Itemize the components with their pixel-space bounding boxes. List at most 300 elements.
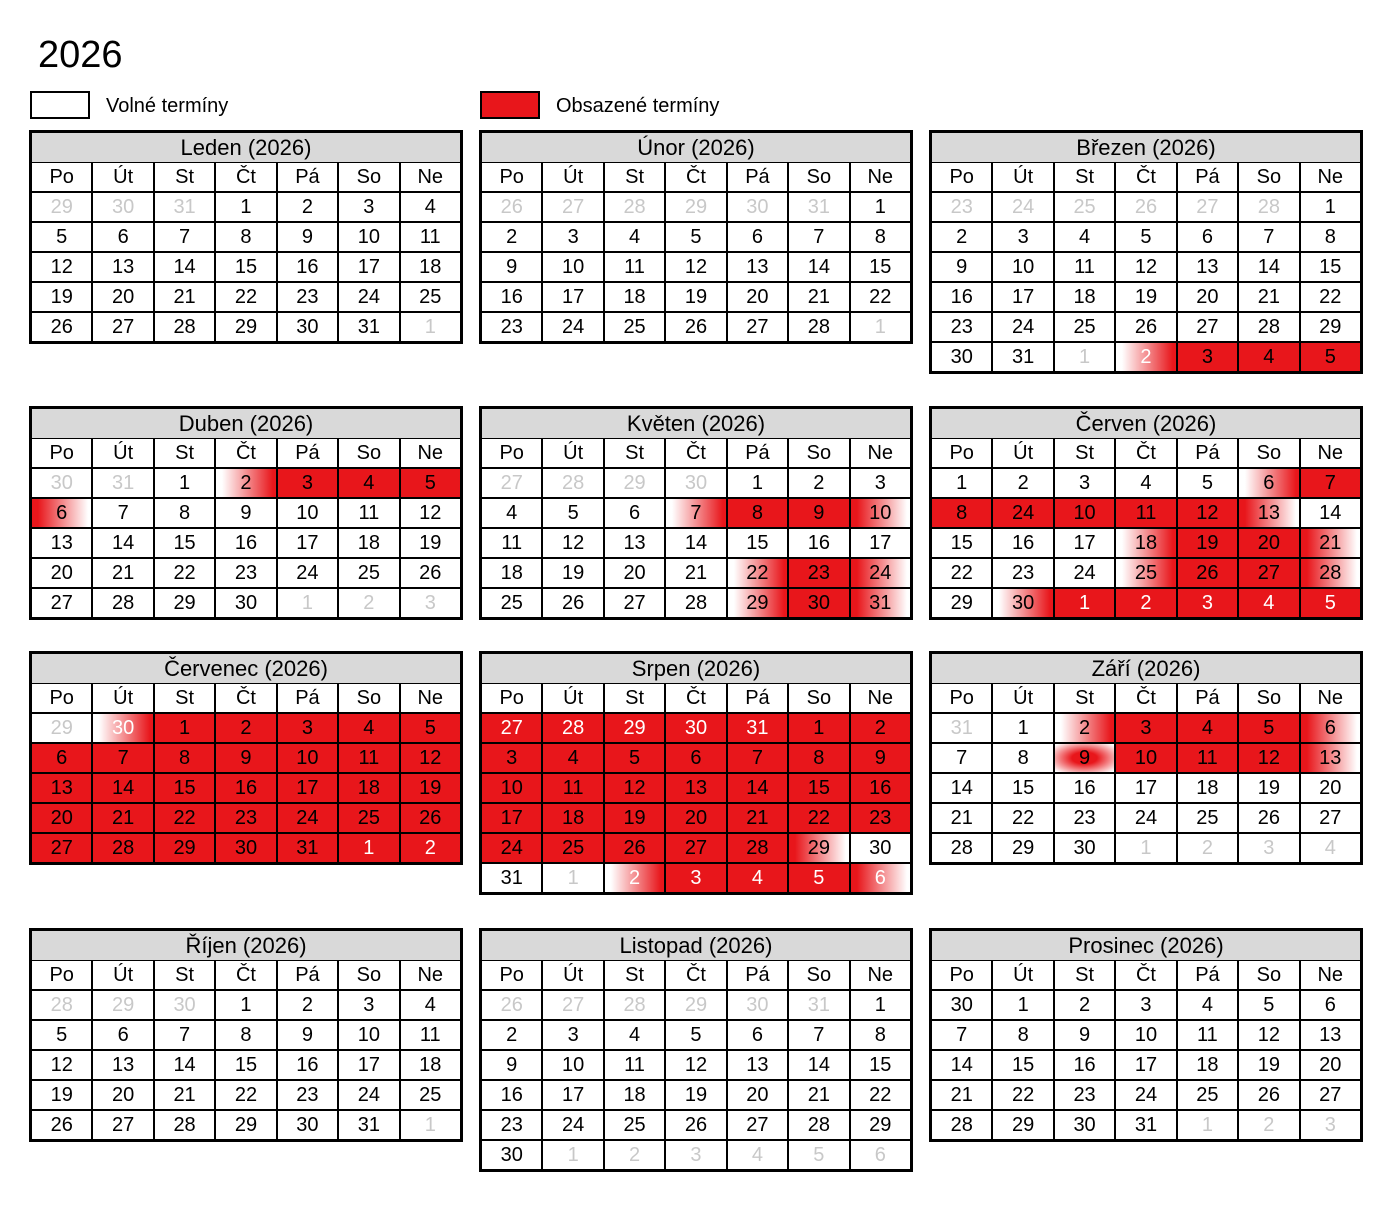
day-cell[interactable]: 17	[339, 1051, 398, 1079]
day-cell[interactable]: 29	[155, 834, 214, 862]
day-cell[interactable]: 29	[605, 714, 664, 742]
day-cell[interactable]: 26	[32, 313, 91, 341]
day-cell[interactable]: 5	[1116, 223, 1175, 251]
day-cell[interactable]: 16	[216, 774, 275, 802]
day-cell[interactable]: 23	[789, 559, 848, 587]
day-cell[interactable]: 31	[1116, 1111, 1175, 1139]
day-cell[interactable]: 30	[93, 193, 152, 221]
day-cell[interactable]: 23	[216, 559, 275, 587]
day-cell[interactable]: 27	[93, 1111, 152, 1139]
day-cell[interactable]: 15	[851, 253, 910, 281]
day-cell[interactable]: 11	[1055, 253, 1114, 281]
day-cell[interactable]: 8	[932, 499, 991, 527]
day-cell[interactable]: 5	[1239, 991, 1298, 1019]
day-cell[interactable]: 2	[1055, 991, 1114, 1019]
day-cell[interactable]: 25	[605, 1111, 664, 1139]
day-cell[interactable]: 3	[543, 223, 602, 251]
day-cell[interactable]: 24	[1116, 804, 1175, 832]
day-cell[interactable]: 28	[605, 991, 664, 1019]
day-cell[interactable]: 27	[1301, 804, 1360, 832]
day-cell[interactable]: 2	[216, 714, 275, 742]
day-cell[interactable]: 5	[666, 223, 725, 251]
day-cell[interactable]: 17	[543, 1081, 602, 1109]
day-cell[interactable]: 8	[993, 1021, 1052, 1049]
day-cell[interactable]: 1	[1178, 1111, 1237, 1139]
day-cell[interactable]: 7	[1239, 223, 1298, 251]
day-cell[interactable]: 30	[216, 589, 275, 617]
day-cell[interactable]: 14	[932, 1051, 991, 1079]
day-cell[interactable]: 29	[1301, 313, 1360, 341]
day-cell[interactable]: 1	[851, 193, 910, 221]
day-cell[interactable]: 14	[155, 253, 214, 281]
day-cell[interactable]: 27	[543, 193, 602, 221]
day-cell[interactable]: 27	[1239, 559, 1298, 587]
day-cell[interactable]: 10	[543, 1051, 602, 1079]
day-cell[interactable]: 16	[789, 529, 848, 557]
day-cell[interactable]: 9	[216, 744, 275, 772]
day-cell[interactable]: 13	[1239, 499, 1298, 527]
day-cell[interactable]: 28	[932, 834, 991, 862]
day-cell[interactable]: 21	[789, 1081, 848, 1109]
day-cell[interactable]: 16	[851, 774, 910, 802]
day-cell[interactable]: 30	[728, 991, 787, 1019]
day-cell[interactable]: 31	[932, 714, 991, 742]
day-cell[interactable]: 18	[401, 253, 460, 281]
day-cell[interactable]: 25	[401, 283, 460, 311]
day-cell[interactable]: 26	[482, 991, 541, 1019]
day-cell[interactable]: 14	[932, 774, 991, 802]
day-cell[interactable]: 17	[482, 804, 541, 832]
day-cell[interactable]: 26	[401, 559, 460, 587]
day-cell[interactable]: 4	[339, 714, 398, 742]
day-cell[interactable]: 27	[1178, 193, 1237, 221]
day-cell[interactable]: 1	[401, 1111, 460, 1139]
day-cell[interactable]: 23	[482, 313, 541, 341]
day-cell[interactable]: 14	[93, 774, 152, 802]
day-cell[interactable]: 22	[216, 1081, 275, 1109]
day-cell[interactable]: 4	[482, 499, 541, 527]
day-cell[interactable]: 17	[543, 283, 602, 311]
day-cell[interactable]: 1	[543, 1141, 602, 1169]
day-cell[interactable]: 7	[728, 744, 787, 772]
day-cell[interactable]: 15	[216, 1051, 275, 1079]
day-cell[interactable]: 3	[1301, 1111, 1360, 1139]
day-cell[interactable]: 11	[605, 1051, 664, 1079]
day-cell[interactable]: 16	[216, 529, 275, 557]
day-cell[interactable]: 25	[1178, 804, 1237, 832]
day-cell[interactable]: 22	[155, 804, 214, 832]
day-cell[interactable]: 29	[32, 714, 91, 742]
day-cell[interactable]: 2	[1116, 343, 1175, 371]
day-cell[interactable]: 5	[32, 223, 91, 251]
day-cell[interactable]: 4	[1055, 223, 1114, 251]
day-cell[interactable]: 29	[932, 589, 991, 617]
day-cell[interactable]: 15	[851, 1051, 910, 1079]
day-cell[interactable]: 8	[1301, 223, 1360, 251]
day-cell[interactable]: 10	[1055, 499, 1114, 527]
day-cell[interactable]: 11	[605, 253, 664, 281]
day-cell[interactable]: 24	[339, 1081, 398, 1109]
day-cell[interactable]: 28	[1301, 559, 1360, 587]
day-cell[interactable]: 2	[605, 1141, 664, 1169]
day-cell[interactable]: 26	[1116, 313, 1175, 341]
day-cell[interactable]: 30	[1055, 1111, 1114, 1139]
day-cell[interactable]: 2	[482, 1021, 541, 1049]
day-cell[interactable]: 23	[993, 559, 1052, 587]
day-cell[interactable]: 3	[1178, 343, 1237, 371]
day-cell[interactable]: 7	[1301, 469, 1360, 497]
day-cell[interactable]: 13	[728, 253, 787, 281]
day-cell[interactable]: 1	[543, 864, 602, 892]
day-cell[interactable]: 30	[789, 589, 848, 617]
day-cell[interactable]: 19	[605, 804, 664, 832]
day-cell[interactable]: 17	[339, 253, 398, 281]
day-cell[interactable]: 9	[216, 499, 275, 527]
day-cell[interactable]: 26	[543, 589, 602, 617]
day-cell[interactable]: 22	[993, 1081, 1052, 1109]
day-cell[interactable]: 20	[93, 1081, 152, 1109]
day-cell[interactable]: 16	[482, 283, 541, 311]
day-cell[interactable]: 28	[1239, 193, 1298, 221]
day-cell[interactable]: 28	[93, 834, 152, 862]
day-cell[interactable]: 15	[216, 253, 275, 281]
day-cell[interactable]: 24	[1055, 559, 1114, 587]
day-cell[interactable]: 5	[1301, 343, 1360, 371]
day-cell[interactable]: 4	[605, 223, 664, 251]
day-cell[interactable]: 15	[728, 529, 787, 557]
day-cell[interactable]: 4	[605, 1021, 664, 1049]
day-cell[interactable]: 24	[543, 313, 602, 341]
day-cell[interactable]: 24	[993, 499, 1052, 527]
day-cell[interactable]: 31	[155, 193, 214, 221]
day-cell[interactable]: 2	[1116, 589, 1175, 617]
day-cell[interactable]: 22	[789, 804, 848, 832]
day-cell[interactable]: 10	[1116, 744, 1175, 772]
day-cell[interactable]: 7	[666, 499, 725, 527]
day-cell[interactable]: 23	[278, 283, 337, 311]
day-cell[interactable]: 5	[401, 714, 460, 742]
day-cell[interactable]: 1	[1301, 193, 1360, 221]
day-cell[interactable]: 1	[155, 714, 214, 742]
day-cell[interactable]: 8	[993, 744, 1052, 772]
day-cell[interactable]: 19	[32, 283, 91, 311]
day-cell[interactable]: 18	[1055, 283, 1114, 311]
day-cell[interactable]: 22	[851, 1081, 910, 1109]
day-cell[interactable]: 17	[278, 774, 337, 802]
day-cell[interactable]: 24	[993, 193, 1052, 221]
day-cell[interactable]: 20	[728, 283, 787, 311]
day-cell[interactable]: 22	[993, 804, 1052, 832]
day-cell[interactable]: 19	[401, 774, 460, 802]
day-cell[interactable]: 3	[339, 193, 398, 221]
day-cell[interactable]: 9	[1055, 1021, 1114, 1049]
day-cell[interactable]: 12	[1116, 253, 1175, 281]
day-cell[interactable]: 15	[1301, 253, 1360, 281]
day-cell[interactable]: 7	[932, 1021, 991, 1049]
day-cell[interactable]: 23	[216, 804, 275, 832]
day-cell[interactable]: 31	[789, 991, 848, 1019]
day-cell[interactable]: 3	[1239, 834, 1298, 862]
day-cell[interactable]: 6	[1301, 714, 1360, 742]
day-cell[interactable]: 1	[728, 469, 787, 497]
day-cell[interactable]: 2	[1239, 1111, 1298, 1139]
day-cell[interactable]: 18	[401, 1051, 460, 1079]
day-cell[interactable]: 20	[32, 804, 91, 832]
day-cell[interactable]: 10	[339, 223, 398, 251]
day-cell[interactable]: 29	[851, 1111, 910, 1139]
day-cell[interactable]: 25	[543, 834, 602, 862]
day-cell[interactable]: 18	[1178, 1051, 1237, 1079]
day-cell[interactable]: 13	[728, 1051, 787, 1079]
day-cell[interactable]: 24	[543, 1111, 602, 1139]
day-cell[interactable]: 19	[666, 1081, 725, 1109]
day-cell[interactable]: 27	[32, 589, 91, 617]
day-cell[interactable]: 10	[851, 499, 910, 527]
day-cell[interactable]: 27	[728, 1111, 787, 1139]
day-cell[interactable]: 31	[728, 714, 787, 742]
day-cell[interactable]: 30	[278, 1111, 337, 1139]
day-cell[interactable]: 31	[93, 469, 152, 497]
day-cell[interactable]: 5	[605, 744, 664, 772]
day-cell[interactable]: 4	[728, 864, 787, 892]
day-cell[interactable]: 22	[216, 283, 275, 311]
day-cell[interactable]: 29	[216, 313, 275, 341]
day-cell[interactable]: 18	[339, 774, 398, 802]
day-cell[interactable]: 30	[728, 193, 787, 221]
day-cell[interactable]: 8	[851, 223, 910, 251]
day-cell[interactable]: 4	[339, 469, 398, 497]
day-cell[interactable]: 27	[32, 834, 91, 862]
day-cell[interactable]: 30	[482, 1141, 541, 1169]
day-cell[interactable]: 29	[728, 589, 787, 617]
day-cell[interactable]: 29	[993, 1111, 1052, 1139]
day-cell[interactable]: 26	[666, 313, 725, 341]
day-cell[interactable]: 13	[1178, 253, 1237, 281]
day-cell[interactable]: 12	[1178, 499, 1237, 527]
day-cell[interactable]: 3	[666, 864, 725, 892]
day-cell[interactable]: 25	[482, 589, 541, 617]
day-cell[interactable]: 4	[543, 744, 602, 772]
day-cell[interactable]: 4	[1178, 991, 1237, 1019]
day-cell[interactable]: 5	[543, 499, 602, 527]
day-cell[interactable]: 5	[1239, 714, 1298, 742]
day-cell[interactable]: 1	[993, 991, 1052, 1019]
day-cell[interactable]: 22	[155, 559, 214, 587]
day-cell[interactable]: 19	[543, 559, 602, 587]
day-cell[interactable]: 21	[666, 559, 725, 587]
day-cell[interactable]: 31	[278, 834, 337, 862]
day-cell[interactable]: 21	[155, 283, 214, 311]
day-cell[interactable]: 9	[932, 253, 991, 281]
day-cell[interactable]: 10	[543, 253, 602, 281]
day-cell[interactable]: 26	[482, 193, 541, 221]
day-cell[interactable]: 18	[482, 559, 541, 587]
day-cell[interactable]: 13	[605, 529, 664, 557]
day-cell[interactable]: 6	[605, 499, 664, 527]
day-cell[interactable]: 1	[278, 589, 337, 617]
day-cell[interactable]: 6	[666, 744, 725, 772]
day-cell[interactable]: 9	[278, 223, 337, 251]
day-cell[interactable]: 9	[482, 253, 541, 281]
day-cell[interactable]: 26	[1116, 193, 1175, 221]
day-cell[interactable]: 26	[605, 834, 664, 862]
day-cell[interactable]: 15	[155, 529, 214, 557]
day-cell[interactable]: 26	[666, 1111, 725, 1139]
day-cell[interactable]: 7	[93, 499, 152, 527]
day-cell[interactable]: 29	[32, 193, 91, 221]
day-cell[interactable]: 19	[666, 283, 725, 311]
day-cell[interactable]: 19	[1116, 283, 1175, 311]
day-cell[interactable]: 8	[216, 1021, 275, 1049]
day-cell[interactable]: 7	[93, 744, 152, 772]
day-cell[interactable]: 5	[1301, 589, 1360, 617]
day-cell[interactable]: 3	[1178, 589, 1237, 617]
day-cell[interactable]: 28	[728, 834, 787, 862]
day-cell[interactable]: 13	[1301, 744, 1360, 772]
day-cell[interactable]: 9	[1055, 744, 1114, 772]
day-cell[interactable]: 21	[93, 559, 152, 587]
day-cell[interactable]: 11	[1116, 499, 1175, 527]
day-cell[interactable]: 28	[666, 589, 725, 617]
day-cell[interactable]: 21	[155, 1081, 214, 1109]
day-cell[interactable]: 28	[32, 991, 91, 1019]
day-cell[interactable]: 11	[339, 499, 398, 527]
day-cell[interactable]: 22	[1301, 283, 1360, 311]
day-cell[interactable]: 27	[728, 313, 787, 341]
day-cell[interactable]: 25	[401, 1081, 460, 1109]
day-cell[interactable]: 30	[666, 469, 725, 497]
day-cell[interactable]: 10	[993, 253, 1052, 281]
day-cell[interactable]: 16	[993, 529, 1052, 557]
day-cell[interactable]: 26	[401, 804, 460, 832]
day-cell[interactable]: 2	[278, 193, 337, 221]
day-cell[interactable]: 23	[1055, 1081, 1114, 1109]
day-cell[interactable]: 3	[339, 991, 398, 1019]
day-cell[interactable]: 3	[543, 1021, 602, 1049]
day-cell[interactable]: 6	[32, 744, 91, 772]
day-cell[interactable]: 27	[93, 313, 152, 341]
day-cell[interactable]: 6	[32, 499, 91, 527]
day-cell[interactable]: 30	[216, 834, 275, 862]
day-cell[interactable]: 6	[851, 864, 910, 892]
day-cell[interactable]: 1	[339, 834, 398, 862]
day-cell[interactable]: 10	[482, 774, 541, 802]
day-cell[interactable]: 13	[32, 529, 91, 557]
day-cell[interactable]: 16	[1055, 774, 1114, 802]
day-cell[interactable]: 28	[1239, 313, 1298, 341]
day-cell[interactable]: 6	[1178, 223, 1237, 251]
day-cell[interactable]: 6	[1301, 991, 1360, 1019]
day-cell[interactable]: 8	[216, 223, 275, 251]
day-cell[interactable]: 1	[1116, 834, 1175, 862]
day-cell[interactable]: 3	[482, 744, 541, 772]
day-cell[interactable]: 12	[401, 499, 460, 527]
day-cell[interactable]: 3	[278, 469, 337, 497]
day-cell[interactable]: 26	[32, 1111, 91, 1139]
day-cell[interactable]: 25	[1178, 1081, 1237, 1109]
day-cell[interactable]: 11	[482, 529, 541, 557]
day-cell[interactable]: 9	[789, 499, 848, 527]
day-cell[interactable]: 16	[278, 253, 337, 281]
day-cell[interactable]: 20	[32, 559, 91, 587]
day-cell[interactable]: 19	[32, 1081, 91, 1109]
day-cell[interactable]: 27	[1178, 313, 1237, 341]
day-cell[interactable]: 25	[339, 804, 398, 832]
day-cell[interactable]: 3	[666, 1141, 725, 1169]
day-cell[interactable]: 3	[278, 714, 337, 742]
day-cell[interactable]: 27	[482, 469, 541, 497]
day-cell[interactable]: 31	[851, 589, 910, 617]
day-cell[interactable]: 31	[339, 1111, 398, 1139]
day-cell[interactable]: 2	[278, 991, 337, 1019]
day-cell[interactable]: 30	[32, 469, 91, 497]
day-cell[interactable]: 24	[482, 834, 541, 862]
day-cell[interactable]: 11	[1178, 1021, 1237, 1049]
day-cell[interactable]: 23	[278, 1081, 337, 1109]
day-cell[interactable]: 30	[932, 343, 991, 371]
day-cell[interactable]: 20	[1301, 774, 1360, 802]
day-cell[interactable]: 31	[993, 343, 1052, 371]
day-cell[interactable]: 19	[1239, 1051, 1298, 1079]
day-cell[interactable]: 11	[1178, 744, 1237, 772]
day-cell[interactable]: 20	[666, 804, 725, 832]
day-cell[interactable]: 18	[605, 283, 664, 311]
day-cell[interactable]: 22	[932, 559, 991, 587]
day-cell[interactable]: 26	[1239, 804, 1298, 832]
day-cell[interactable]: 29	[666, 193, 725, 221]
day-cell[interactable]: 25	[1055, 193, 1114, 221]
day-cell[interactable]: 14	[155, 1051, 214, 1079]
day-cell[interactable]: 17	[278, 529, 337, 557]
day-cell[interactable]: 3	[1055, 469, 1114, 497]
day-cell[interactable]: 13	[666, 774, 725, 802]
day-cell[interactable]: 28	[932, 1111, 991, 1139]
day-cell[interactable]: 24	[278, 559, 337, 587]
day-cell[interactable]: 26	[1239, 1081, 1298, 1109]
day-cell[interactable]: 20	[93, 283, 152, 311]
day-cell[interactable]: 23	[851, 804, 910, 832]
day-cell[interactable]: 1	[851, 313, 910, 341]
day-cell[interactable]: 23	[482, 1111, 541, 1139]
day-cell[interactable]: 31	[339, 313, 398, 341]
day-cell[interactable]: 27	[482, 714, 541, 742]
day-cell[interactable]: 7	[789, 1021, 848, 1049]
day-cell[interactable]: 24	[851, 559, 910, 587]
day-cell[interactable]: 1	[789, 714, 848, 742]
day-cell[interactable]: 13	[32, 774, 91, 802]
day-cell[interactable]: 16	[278, 1051, 337, 1079]
day-cell[interactable]: 30	[155, 991, 214, 1019]
day-cell[interactable]: 28	[789, 1111, 848, 1139]
day-cell[interactable]: 8	[155, 744, 214, 772]
day-cell[interactable]: 14	[666, 529, 725, 557]
day-cell[interactable]: 13	[93, 253, 152, 281]
day-cell[interactable]: 9	[278, 1021, 337, 1049]
day-cell[interactable]: 2	[1178, 834, 1237, 862]
day-cell[interactable]: 25	[1116, 559, 1175, 587]
day-cell[interactable]: 2	[482, 223, 541, 251]
day-cell[interactable]: 31	[482, 864, 541, 892]
day-cell[interactable]: 2	[605, 864, 664, 892]
day-cell[interactable]: 5	[666, 1021, 725, 1049]
day-cell[interactable]: 13	[1301, 1021, 1360, 1049]
day-cell[interactable]: 14	[728, 774, 787, 802]
day-cell[interactable]: 24	[278, 804, 337, 832]
day-cell[interactable]: 30	[278, 313, 337, 341]
day-cell[interactable]: 15	[993, 1051, 1052, 1079]
day-cell[interactable]: 20	[1239, 529, 1298, 557]
day-cell[interactable]: 16	[482, 1081, 541, 1109]
